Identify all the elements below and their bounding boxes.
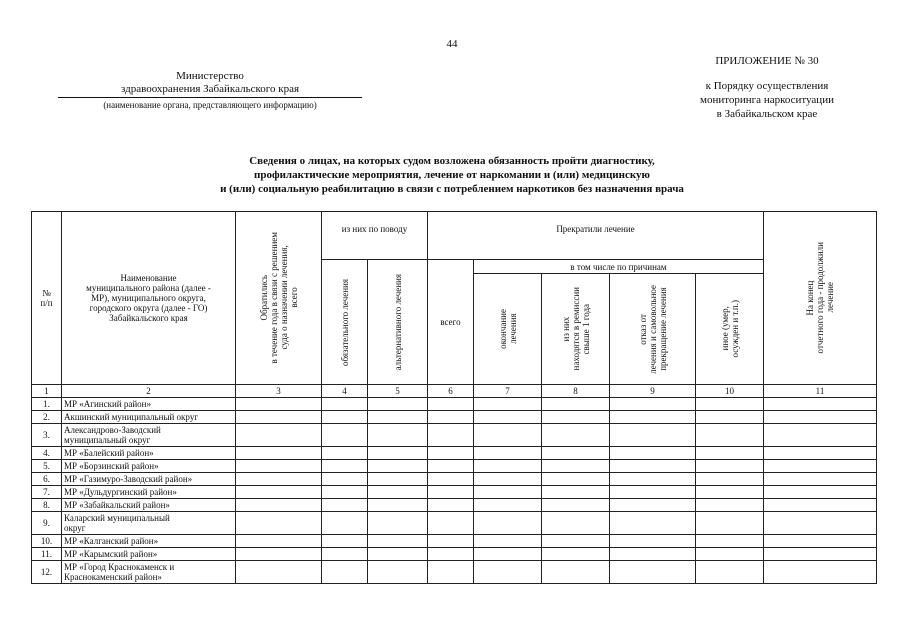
data-cell[interactable]	[696, 398, 764, 411]
data-cell[interactable]	[764, 424, 877, 447]
data-cell[interactable]	[474, 486, 542, 499]
data-cell[interactable]	[322, 512, 368, 535]
heading-line-1: Сведения о лицах, на которых судом возложена обязанность пройти диагностику,	[249, 155, 655, 167]
data-cell[interactable]	[236, 535, 322, 548]
data-cell[interactable]	[764, 460, 877, 473]
table-row	[32, 473, 877, 486]
table-row	[32, 424, 877, 447]
row-district-name: МР «Калганский район»	[62, 535, 236, 548]
column-number: 3	[236, 385, 322, 398]
data-cell[interactable]	[236, 460, 322, 473]
data-cell[interactable]	[474, 512, 542, 535]
data-cell[interactable]	[696, 561, 764, 584]
data-cell[interactable]	[322, 447, 368, 460]
data-cell[interactable]	[236, 561, 322, 584]
column-number: 4	[322, 385, 368, 398]
data-cell[interactable]	[610, 460, 696, 473]
data-cell[interactable]	[474, 447, 542, 460]
data-cell[interactable]	[368, 460, 428, 473]
row-district-name: МР «Борзинский район»	[62, 460, 236, 473]
table-row	[32, 561, 877, 584]
data-cell[interactable]	[542, 535, 610, 548]
page-number: 44	[446, 38, 458, 50]
data-cell[interactable]	[610, 411, 696, 424]
data-cell[interactable]	[696, 512, 764, 535]
row-number: 2.	[32, 411, 62, 424]
ministry-line-1: Министерство	[176, 70, 244, 82]
appendix-block	[672, 54, 862, 121]
ministry-block	[58, 70, 362, 111]
header-other: иное (умер, осужден и т.п.)	[696, 274, 764, 385]
data-cell[interactable]	[368, 499, 428, 512]
header-of-them-reason: из них по поводу	[322, 212, 428, 260]
header-name: Наименование муниципального района (далее - МР), муниципального округа, городского округа (далее - ГО) Забайкальского края	[62, 212, 236, 385]
header-completed: окончание лечения	[474, 274, 542, 385]
data-cell[interactable]	[764, 512, 877, 535]
row-number: 10.	[32, 535, 62, 548]
report-table	[31, 211, 877, 584]
row-number: 11.	[32, 548, 62, 561]
data-cell[interactable]	[764, 398, 877, 411]
data-cell[interactable]	[368, 398, 428, 411]
data-cell[interactable]	[474, 398, 542, 411]
header-number: № п/п	[32, 212, 62, 385]
data-cell[interactable]	[542, 548, 610, 561]
data-cell[interactable]	[696, 460, 764, 473]
data-cell[interactable]	[542, 486, 610, 499]
data-cell[interactable]	[610, 473, 696, 486]
data-cell[interactable]	[542, 460, 610, 473]
header-continue: На конец отчетного года - продолжили лечение	[764, 212, 877, 385]
column-number: 6	[428, 385, 474, 398]
table-row	[32, 512, 877, 535]
data-cell[interactable]	[236, 512, 322, 535]
column-number: 2	[62, 385, 236, 398]
data-cell[interactable]	[696, 473, 764, 486]
data-cell[interactable]	[368, 473, 428, 486]
data-cell[interactable]	[610, 535, 696, 548]
row-district-name: Александрово-Заводский муниципальный округ	[62, 424, 236, 447]
row-number: 12.	[32, 561, 62, 584]
data-cell[interactable]	[610, 499, 696, 512]
data-cell[interactable]	[542, 398, 610, 411]
document-heading	[0, 154, 904, 196]
data-cell[interactable]	[474, 548, 542, 561]
data-cell[interactable]	[368, 424, 428, 447]
data-cell[interactable]	[764, 473, 877, 486]
data-cell[interactable]	[474, 499, 542, 512]
row-district-name: МР «Город Краснокаменск и Краснокаменский район»	[62, 561, 236, 584]
data-cell[interactable]	[236, 447, 322, 460]
data-cell[interactable]	[696, 486, 764, 499]
data-cell[interactable]	[474, 424, 542, 447]
column-number: 8	[542, 385, 610, 398]
data-cell[interactable]	[542, 473, 610, 486]
data-cell[interactable]	[368, 535, 428, 548]
ministry-caption: (наименование органа, представляющего информацию)	[103, 100, 317, 110]
column-number: 1	[32, 385, 62, 398]
appendix-line-1: к Порядку осуществления	[705, 80, 829, 92]
header-stopped-treatment: Прекратили лечение	[428, 212, 764, 260]
data-cell[interactable]	[610, 398, 696, 411]
table-row	[32, 398, 877, 411]
appendix-line-3: в Забайкальском крае	[716, 108, 818, 120]
data-cell[interactable]	[542, 411, 610, 424]
data-cell[interactable]	[764, 447, 877, 460]
data-cell[interactable]	[428, 411, 474, 424]
table-row	[32, 460, 877, 473]
table-row	[32, 548, 877, 561]
data-cell[interactable]	[428, 460, 474, 473]
data-cell[interactable]	[474, 460, 542, 473]
data-cell[interactable]	[610, 561, 696, 584]
data-cell[interactable]	[542, 499, 610, 512]
table-row	[32, 447, 877, 460]
row-district-name: МР «Забайкальский район»	[62, 499, 236, 512]
data-cell[interactable]	[696, 447, 764, 460]
data-cell[interactable]	[368, 447, 428, 460]
data-cell[interactable]	[542, 561, 610, 584]
row-district-name: Акшинский муниципальный округ	[62, 411, 236, 424]
heading-line-2: профилактические мероприятия, лечение от наркомании и (или) медицинскую	[254, 169, 650, 181]
data-cell[interactable]	[610, 424, 696, 447]
data-cell[interactable]	[696, 535, 764, 548]
data-cell[interactable]	[322, 499, 368, 512]
data-cell[interactable]	[236, 486, 322, 499]
data-cell[interactable]	[236, 548, 322, 561]
data-cell[interactable]	[474, 561, 542, 584]
data-cell[interactable]	[428, 499, 474, 512]
data-cell[interactable]	[428, 398, 474, 411]
data-cell[interactable]	[764, 411, 877, 424]
data-cell[interactable]	[428, 447, 474, 460]
data-cell[interactable]	[764, 486, 877, 499]
table-row	[32, 499, 877, 512]
data-cell[interactable]	[368, 548, 428, 561]
header-total: всего	[428, 260, 474, 385]
row-district-name: МР «Газимуро-Заводский район»	[62, 473, 236, 486]
header-by-reason: в том числе по причинам	[474, 260, 764, 274]
data-cell[interactable]	[322, 486, 368, 499]
data-cell[interactable]	[764, 535, 877, 548]
data-cell[interactable]	[322, 473, 368, 486]
data-cell[interactable]	[322, 460, 368, 473]
data-cell[interactable]	[428, 486, 474, 499]
header-mandatory: обязательного лечения	[322, 260, 368, 385]
column-number: 5	[368, 385, 428, 398]
data-cell[interactable]	[322, 548, 368, 561]
row-number: 9.	[32, 512, 62, 535]
data-cell[interactable]	[236, 398, 322, 411]
data-cell[interactable]	[428, 535, 474, 548]
data-cell[interactable]	[696, 548, 764, 561]
row-number: 5.	[32, 460, 62, 473]
data-cell[interactable]	[764, 561, 877, 584]
data-cell[interactable]	[696, 499, 764, 512]
data-cell[interactable]	[610, 486, 696, 499]
row-district-name: МР «Карымский район»	[62, 548, 236, 561]
row-district-name: МР «Балейский район»	[62, 447, 236, 460]
row-number: 3.	[32, 424, 62, 447]
data-cell[interactable]	[428, 548, 474, 561]
header-alternative: альтернативного лечения	[368, 260, 428, 385]
data-cell[interactable]	[322, 398, 368, 411]
data-cell[interactable]	[764, 499, 877, 512]
column-number-row	[32, 385, 877, 398]
row-district-name: Каларский муниципальный округ	[62, 512, 236, 535]
row-district-name: МР «Агинский район»	[62, 398, 236, 411]
data-cell[interactable]	[696, 424, 764, 447]
header-refusal: отказ от лечения и самовольное прекращение лечения	[610, 274, 696, 385]
data-cell[interactable]	[610, 447, 696, 460]
appendix-title: ПРИЛОЖЕНИЕ № 30	[715, 55, 819, 67]
data-cell[interactable]	[368, 512, 428, 535]
data-cell[interactable]	[542, 447, 610, 460]
data-cell[interactable]	[322, 535, 368, 548]
data-cell[interactable]	[368, 411, 428, 424]
ministry-line-2: здравоохранения Забайкальского края	[58, 83, 362, 98]
data-cell[interactable]	[236, 424, 322, 447]
data-cell[interactable]	[764, 548, 877, 561]
appendix-line-2: мониторинга наркоситуации	[700, 94, 834, 106]
data-cell[interactable]	[474, 411, 542, 424]
data-cell[interactable]	[474, 473, 542, 486]
data-cell[interactable]	[696, 411, 764, 424]
data-cell[interactable]	[474, 535, 542, 548]
header-remission: из них находятся в ремиссии свыше 1 года	[542, 274, 610, 385]
data-cell[interactable]	[610, 548, 696, 561]
row-number: 4.	[32, 447, 62, 460]
table-row	[32, 535, 877, 548]
row-number: 1.	[32, 398, 62, 411]
data-cell[interactable]	[322, 424, 368, 447]
data-cell[interactable]	[610, 512, 696, 535]
data-cell[interactable]	[428, 424, 474, 447]
data-cell[interactable]	[322, 561, 368, 584]
heading-line-3: и (или) социальную реабилитацию в связи с потреблением наркотиков без назначения врача	[220, 183, 684, 195]
table-row	[32, 486, 877, 499]
header-applied: Обратились в течение года в связи с решением суда о назначении лечения, всего	[236, 212, 322, 385]
column-number: 7	[474, 385, 542, 398]
data-cell[interactable]	[368, 561, 428, 584]
data-cell[interactable]	[236, 473, 322, 486]
data-cell[interactable]	[368, 486, 428, 499]
row-number: 8.	[32, 499, 62, 512]
row-district-name: МР «Дульдургинский район»	[62, 486, 236, 499]
data-cell[interactable]	[236, 411, 322, 424]
data-cell[interactable]	[428, 512, 474, 535]
column-number: 9	[610, 385, 696, 398]
data-cell[interactable]	[428, 473, 474, 486]
data-cell[interactable]	[428, 561, 474, 584]
row-number: 7.	[32, 486, 62, 499]
data-cell[interactable]	[322, 411, 368, 424]
data-cell[interactable]	[236, 499, 322, 512]
column-number: 10	[696, 385, 764, 398]
table-row	[32, 411, 877, 424]
column-number: 11	[764, 385, 877, 398]
data-cell[interactable]	[542, 512, 610, 535]
row-number: 6.	[32, 473, 62, 486]
data-cell[interactable]	[542, 424, 610, 447]
